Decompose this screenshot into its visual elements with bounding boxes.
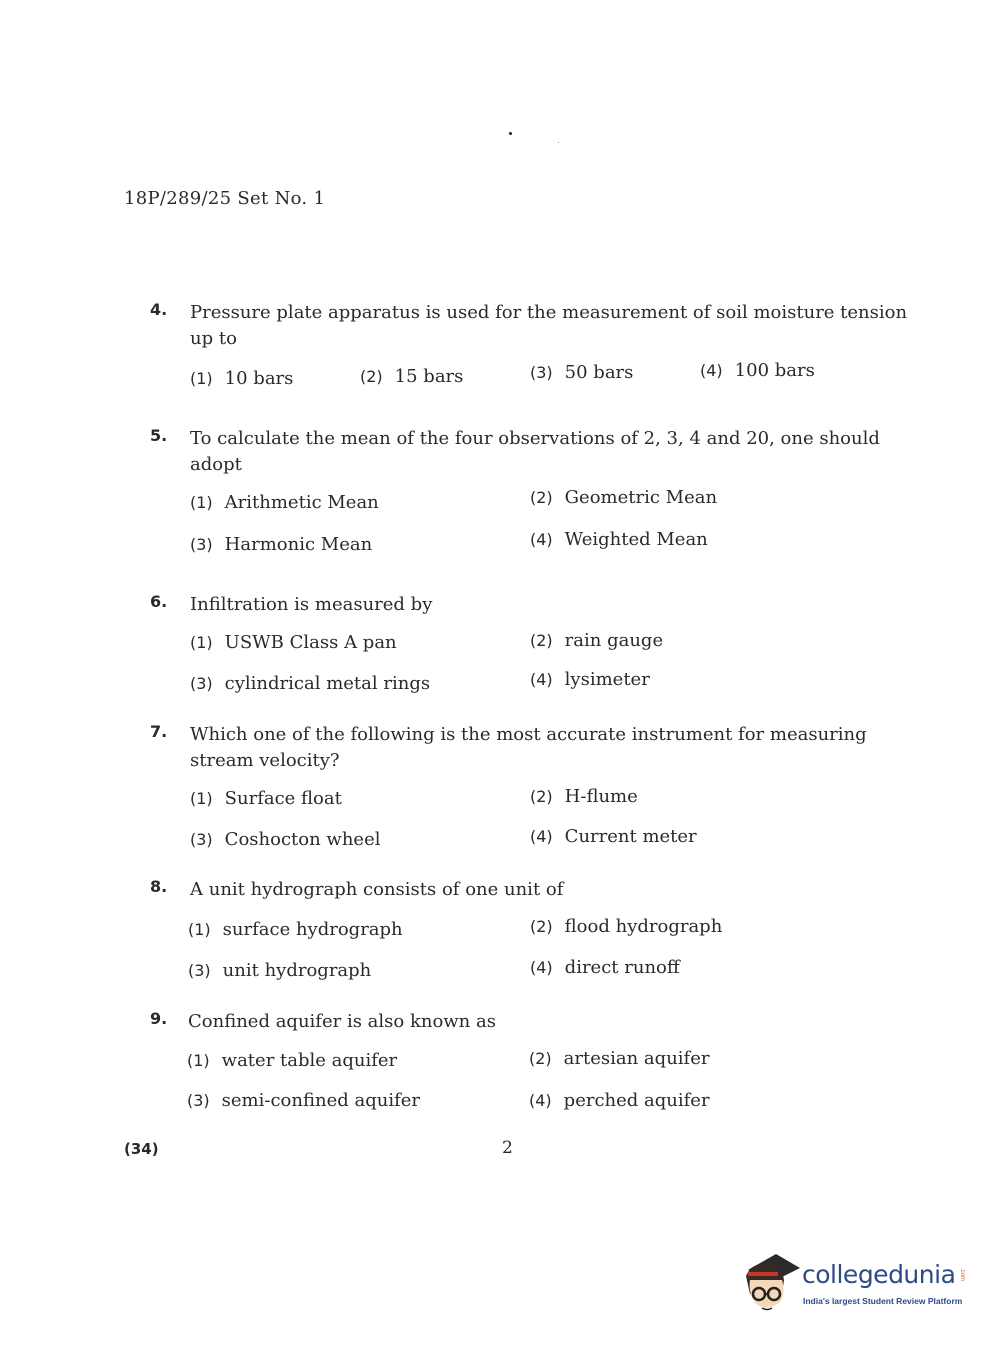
option-number: (1) [188, 920, 211, 939]
option-text: 15 bars [394, 366, 464, 387]
option-number: (4) [530, 827, 553, 846]
option-text: direct runoff [564, 957, 680, 978]
question-text-line: To calculate the mean of the four observations of 2, 3, 4 and 20, one should [190, 428, 880, 449]
option-text: Weighted Mean [564, 529, 708, 550]
option-number: (1) [190, 633, 213, 652]
question-text [190, 300, 908, 352]
question-text [190, 722, 890, 774]
option-1 [190, 788, 342, 809]
option-text: cylindrical metal rings [224, 673, 431, 694]
option-number: (2) [530, 488, 553, 507]
question-text-line: Which one of the following is the most accurate instrument for measuring [190, 724, 867, 745]
option-text: Current meter [564, 826, 697, 847]
question-text-line: Pressure plate apparatus is used for the measurement of soil moisture tension [190, 302, 908, 323]
question-text [188, 1009, 888, 1035]
option-4 [530, 529, 708, 550]
question-number: 5. [150, 426, 168, 445]
option-number: (1) [190, 369, 213, 388]
option-number: (1) [187, 1051, 210, 1070]
question-text [190, 592, 890, 618]
option-2 [360, 366, 463, 387]
option-3 [190, 534, 372, 555]
option-3 [188, 960, 371, 981]
option-number: (4) [530, 530, 553, 549]
option-3 [187, 1090, 420, 1111]
option-1 [190, 368, 293, 389]
option-4 [530, 826, 697, 847]
option-text: Harmonic Mean [224, 534, 373, 555]
option-4 [530, 669, 650, 690]
option-number: (1) [190, 493, 213, 512]
option-3 [190, 673, 430, 694]
option-text: rain gauge [564, 630, 664, 651]
logo-wordmark: collegedunia [802, 1260, 956, 1289]
question-text-line: A unit hydrograph consists of one unit of [190, 879, 564, 900]
option-text: perched aquifer [563, 1090, 710, 1111]
option-1 [190, 632, 397, 653]
option-number: (3) [190, 535, 213, 554]
scan-dot [509, 132, 512, 135]
option-number: (1) [190, 789, 213, 808]
question-text [190, 877, 890, 903]
option-text: 10 bars [224, 368, 294, 389]
option-3 [530, 362, 633, 383]
option-text: flood hydrograph [564, 916, 723, 937]
option-2 [530, 630, 663, 651]
option-text: 50 bars [564, 362, 634, 383]
scan-dot [558, 142, 559, 143]
option-1 [188, 919, 403, 940]
option-2 [530, 916, 722, 937]
logo-tagline: India's largest Student Review Platform [803, 1296, 963, 1306]
option-number: (3) [188, 961, 211, 980]
option-number: (4) [700, 361, 723, 380]
option-text: USWB Class A pan [224, 632, 397, 653]
option-text: lysimeter [564, 669, 650, 690]
option-number: (4) [529, 1091, 552, 1110]
option-number: (4) [530, 670, 553, 689]
option-text: artesian aquifer [563, 1048, 710, 1069]
question-text-line: stream velocity? [190, 750, 340, 771]
option-text: Arithmetic Mean [224, 492, 379, 513]
question-text-line: up to [190, 328, 237, 349]
option-2 [530, 487, 717, 508]
option-1 [187, 1050, 397, 1071]
option-2 [530, 786, 638, 807]
question-text [190, 426, 890, 478]
option-4 [700, 360, 815, 381]
paper-code: (34) [124, 1140, 159, 1158]
option-number: (3) [530, 363, 553, 382]
option-3 [190, 829, 380, 850]
question-number: 9. [150, 1009, 168, 1028]
option-number: (3) [190, 674, 213, 693]
mascot-icon [742, 1250, 802, 1312]
logo-suffix: .com [959, 1268, 965, 1282]
option-number: (2) [360, 367, 383, 386]
question-number: 6. [150, 592, 168, 611]
option-text: water table aquifer [221, 1050, 398, 1071]
question-text-line: Infiltration is measured by [190, 594, 433, 615]
option-number: (2) [529, 1049, 552, 1068]
set-number-header: 18P/289/25 Set No. 1 [124, 188, 326, 209]
question-text-line: Confined aquifer is also known as [188, 1011, 496, 1032]
option-number: (3) [190, 830, 213, 849]
option-text: Surface float [224, 788, 342, 809]
option-text: 100 bars [734, 360, 815, 381]
option-text: semi-confined aquifer [221, 1090, 420, 1111]
option-1 [190, 492, 379, 513]
option-number: (2) [530, 917, 553, 936]
option-number: (3) [187, 1091, 210, 1110]
question-number: 4. [150, 300, 168, 319]
option-text: H-flume [564, 786, 638, 807]
page-number: 2 [502, 1138, 513, 1158]
question-number: 8. [150, 877, 168, 896]
option-number: (2) [530, 787, 553, 806]
option-4 [529, 1090, 710, 1111]
collegedunia-watermark [742, 1250, 972, 1320]
option-4 [530, 957, 680, 978]
option-number: (2) [530, 631, 553, 650]
option-number: (4) [530, 958, 553, 977]
option-text: unit hydrograph [222, 960, 372, 981]
option-text: Geometric Mean [564, 487, 718, 508]
option-text: Coshocton wheel [224, 829, 381, 850]
question-text-line: adopt [190, 454, 242, 475]
question-number: 7. [150, 722, 168, 741]
option-text: surface hydrograph [222, 919, 403, 940]
option-2 [529, 1048, 709, 1069]
